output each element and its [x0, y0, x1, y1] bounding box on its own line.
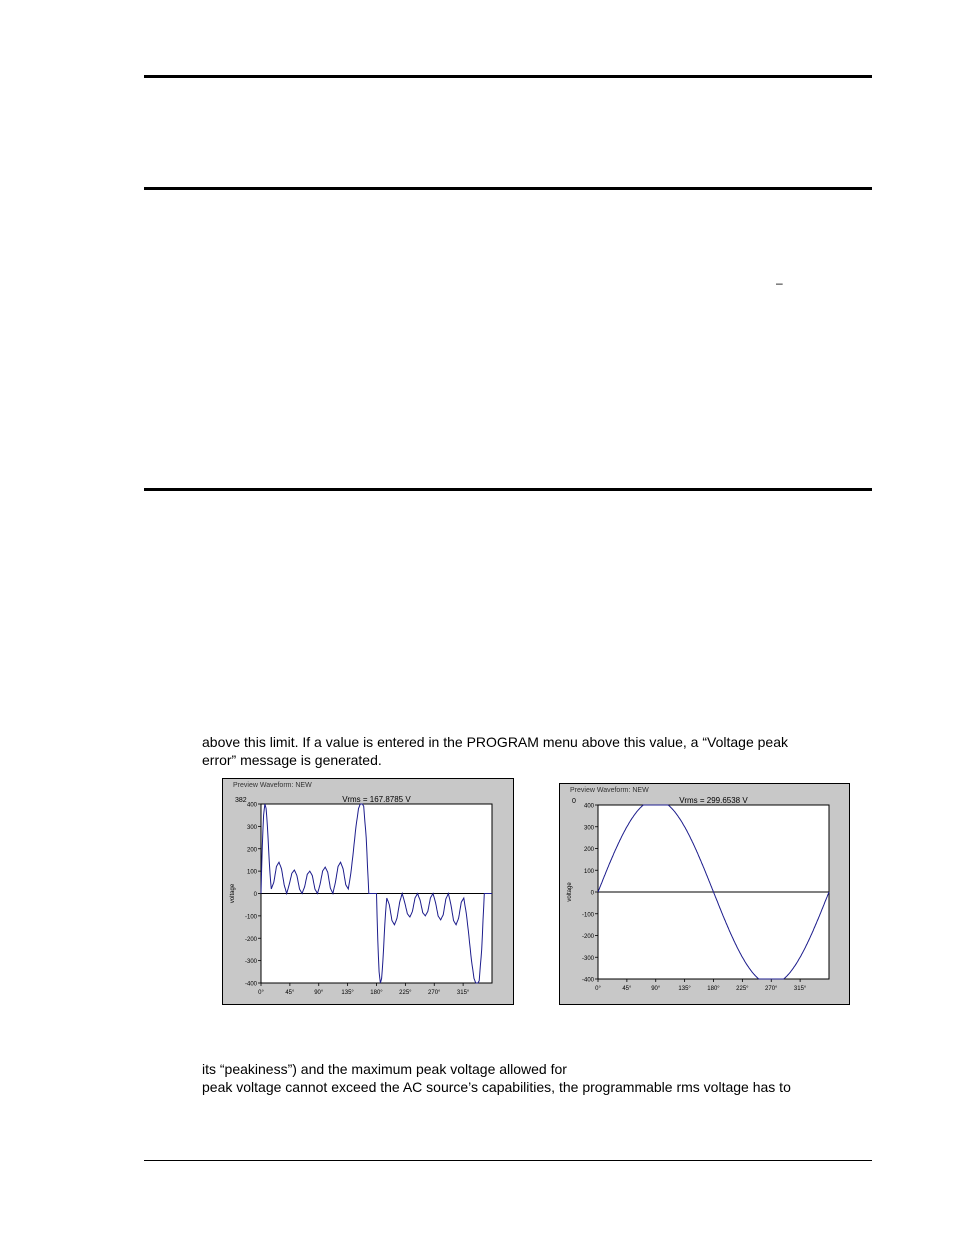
y-tick-label: -200 — [581, 934, 594, 940]
crest-paragraph-line-1: its “peakiness”) and the maximum peak voltage allowed for — [202, 1061, 567, 1077]
x-tick-label: 180° — [370, 990, 383, 996]
section-rule-2 — [144, 488, 872, 491]
x-tick-label: 135° — [341, 990, 354, 996]
x-tick-label: 180° — [707, 986, 720, 992]
chart-title: Vrms = 299.6538 V — [679, 796, 748, 805]
x-tick-label: 315° — [793, 986, 807, 992]
crest-paragraph-line-2: peak voltage cannot exceed the AC source’s capabilities, the programmable rms voltage has to — [202, 1079, 791, 1095]
y-tick-label: 400 — [583, 803, 594, 810]
y-tick-label: -400 — [581, 977, 594, 984]
footer-rule — [144, 1160, 872, 1161]
x-tick-label: 270° — [428, 990, 441, 996]
x-tick-label: 135° — [678, 986, 691, 992]
header-rule-top — [144, 75, 872, 78]
margin-mark: – — [776, 276, 783, 290]
waveform-chart-right — [560, 784, 851, 1006]
y-axis-label: voltage — [230, 883, 236, 904]
y-tick-label: -300 — [244, 959, 257, 966]
panel-title: Preview Waveform: NEW — [233, 782, 312, 789]
section-rule-1 — [144, 187, 872, 190]
y-tick-label: 400 — [246, 802, 257, 809]
x-tick-label: 90° — [651, 986, 661, 992]
y-tick-label: 100 — [583, 868, 594, 875]
x-tick-label: 45° — [622, 986, 632, 992]
y-tick-label: 200 — [246, 847, 257, 854]
panel-title: Preview Waveform: NEW — [570, 787, 649, 794]
chart-title: Vrms = 167.8785 V — [342, 795, 411, 804]
y-tick-label: 0 — [253, 892, 257, 898]
y-tick-label: -400 — [244, 981, 257, 988]
x-tick-label: 90° — [314, 990, 324, 996]
waveform-chart-left — [223, 779, 515, 1006]
y-tick-label: -200 — [244, 936, 257, 943]
x-tick-label: 45° — [285, 990, 295, 996]
y-axis-label: voltage — [567, 882, 573, 902]
limit-paragraph-line-1: above this limit. If a value is entered in the PROGRAM menu above this value, a “Voltage peak — [202, 734, 788, 750]
limit-paragraph-line-2: error” message is generated. — [202, 752, 382, 768]
y-tick-label: 200 — [583, 847, 594, 853]
x-tick-label: 315° — [456, 990, 470, 996]
corner-label: 382 — [235, 797, 247, 804]
x-tick-label: 225° — [399, 990, 412, 996]
x-tick-label: 225° — [736, 986, 749, 992]
x-tick-label: 270° — [765, 986, 778, 992]
waveform-preview-right — [559, 783, 850, 1005]
corner-label: 0 — [572, 798, 576, 805]
x-tick-label: 0° — [595, 986, 601, 992]
y-tick-label: 300 — [583, 825, 594, 832]
y-tick-label: -300 — [581, 955, 594, 962]
waveform-preview-left — [222, 778, 514, 1005]
y-tick-label: 0 — [590, 890, 594, 897]
x-tick-label: 0° — [258, 990, 264, 996]
y-tick-label: 300 — [246, 824, 257, 831]
y-tick-label: -100 — [581, 912, 594, 919]
y-tick-label: -100 — [244, 914, 257, 921]
y-tick-label: 100 — [246, 869, 257, 876]
